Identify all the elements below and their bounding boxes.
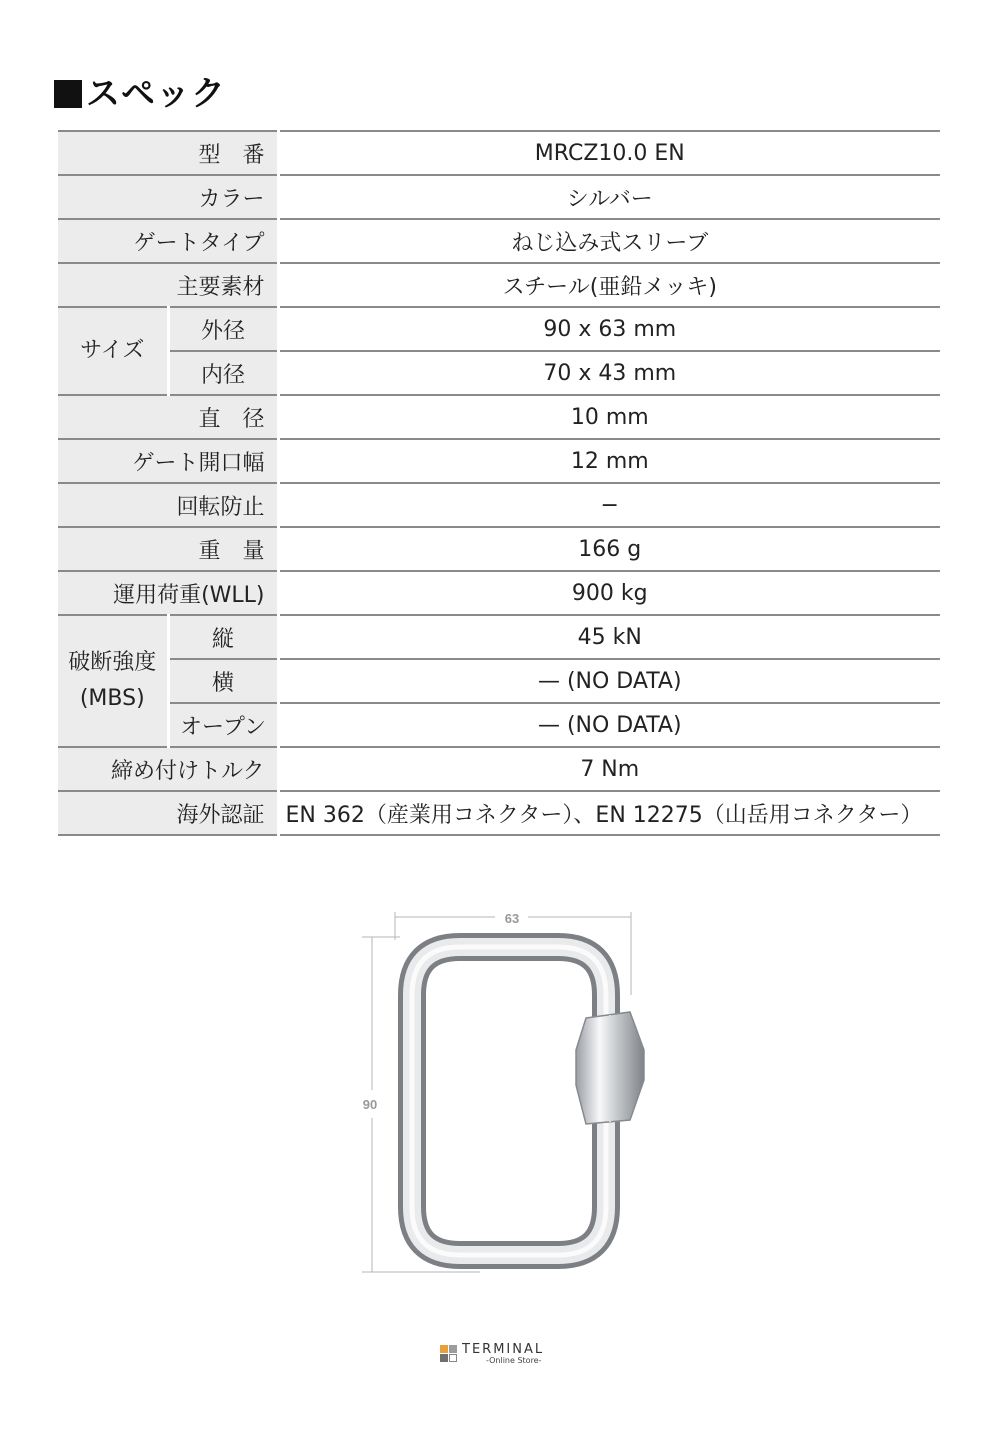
logo-brand: TERMINAL bbox=[462, 1342, 545, 1357]
row-label: 運用荷重(WLL) bbox=[58, 571, 278, 615]
row-value: 10 mm bbox=[278, 395, 940, 439]
table-row bbox=[58, 395, 940, 439]
row-value: 70 x 43 mm bbox=[278, 351, 940, 395]
table-row bbox=[58, 571, 940, 615]
sub-label: 縦 bbox=[168, 615, 278, 659]
sub-label: オープン bbox=[168, 703, 278, 747]
table-row bbox=[58, 131, 940, 175]
row-label: 直 径 bbox=[58, 395, 278, 439]
row-value: — (NO DATA) bbox=[278, 659, 940, 703]
row-value: 90 x 63 mm bbox=[278, 307, 940, 351]
table-row bbox=[58, 659, 940, 703]
row-label: ゲートタイプ bbox=[58, 219, 278, 263]
table-row bbox=[58, 615, 940, 659]
link-body bbox=[412, 947, 606, 1255]
row-value: − bbox=[278, 483, 940, 527]
group-label-line1: 破断強度 bbox=[68, 650, 157, 675]
quicklink-diagram bbox=[350, 900, 660, 1290]
row-value: 166 g bbox=[278, 527, 940, 571]
row-value: 7 Nm bbox=[278, 747, 940, 791]
table-row bbox=[58, 703, 940, 747]
row-value: MRCZ10.0 EN bbox=[278, 131, 940, 175]
row-label: 重 量 bbox=[58, 527, 278, 571]
link-body-shine bbox=[412, 947, 606, 1255]
sub-label: 横 bbox=[168, 659, 278, 703]
table-row bbox=[58, 439, 940, 483]
group-label bbox=[58, 615, 168, 747]
row-label: ゲート開口幅 bbox=[58, 439, 278, 483]
link-body-highlight bbox=[412, 947, 606, 1255]
group-label: サイズ bbox=[58, 307, 168, 395]
row-value: 12 mm bbox=[278, 439, 940, 483]
row-label: 海外認証 bbox=[58, 791, 278, 835]
height-dimension-label: 90 bbox=[362, 1097, 378, 1112]
section-heading bbox=[54, 66, 226, 115]
table-row bbox=[58, 263, 940, 307]
table-row bbox=[58, 747, 940, 791]
row-value: シルバー bbox=[278, 175, 940, 219]
spec-table bbox=[58, 130, 940, 836]
table-row bbox=[58, 527, 940, 571]
logo-squares-icon bbox=[440, 1345, 458, 1363]
table-row bbox=[58, 483, 940, 527]
logo-sub: -Online Store- bbox=[486, 1356, 542, 1365]
row-value: 900 kg bbox=[278, 571, 940, 615]
table-row bbox=[58, 791, 940, 835]
terminal-logo bbox=[440, 1344, 570, 1366]
row-value: ねじ込み式スリーブ bbox=[278, 219, 940, 263]
row-label: カラー bbox=[58, 175, 278, 219]
section-heading-text: スペック bbox=[86, 74, 226, 114]
table-row bbox=[58, 307, 940, 351]
row-label: 主要素材 bbox=[58, 263, 278, 307]
group-label-line2: (MBS) bbox=[79, 686, 145, 711]
row-value: EN 362（産業用コネクター）、EN 12275（山岳用コネクター） bbox=[278, 791, 940, 835]
square-bullet-icon bbox=[54, 80, 82, 108]
row-label: 締め付けトルク bbox=[58, 747, 278, 791]
row-value: — (NO DATA) bbox=[278, 703, 940, 747]
row-label: 型 番 bbox=[58, 131, 278, 175]
row-value: スチール(亜鉛メッキ) bbox=[278, 263, 940, 307]
table-row bbox=[58, 175, 940, 219]
sub-label: 外径 bbox=[168, 307, 278, 351]
table-row bbox=[58, 219, 940, 263]
sub-label: 内径 bbox=[168, 351, 278, 395]
table-row bbox=[58, 351, 940, 395]
width-dimension-label: 63 bbox=[504, 911, 520, 926]
row-label: 回転防止 bbox=[58, 483, 278, 527]
row-value: 45 kN bbox=[278, 615, 940, 659]
